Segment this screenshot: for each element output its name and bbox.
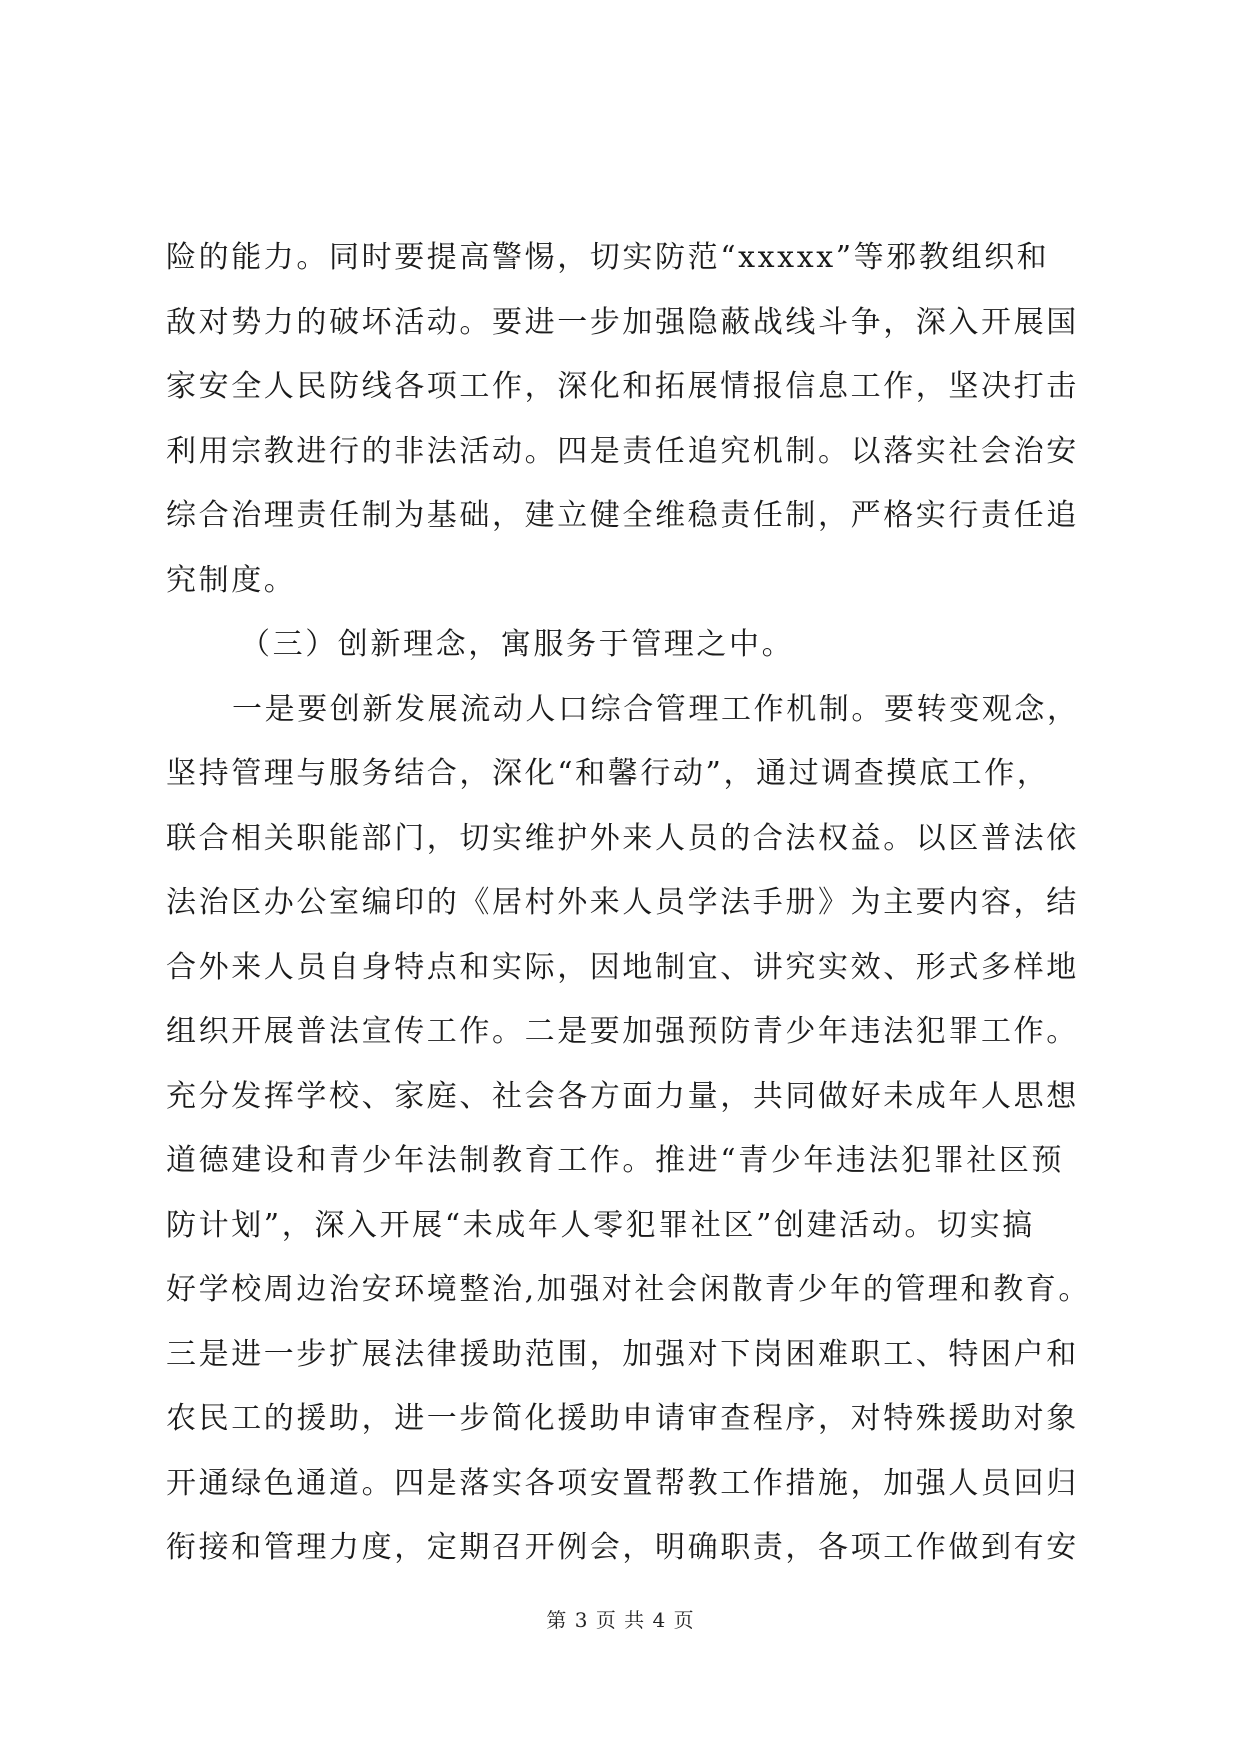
text-line: 开通绿色通道。四是落实各项安置帮教工作措施，加强人员回归: [166, 1465, 1079, 1501]
paragraph-first-line: 一是要创新发展流动人口综合管理工作机制。要转变观念，: [232, 691, 1080, 727]
text-line: 利用宗教进行的非法活动。四是责任追究机制。以落实社会治安: [166, 433, 1079, 469]
text-line: 险的能力。同时要提高警惕，切实防范“xxxxx”等邪教组织和: [166, 240, 1050, 275]
text-line: 三是进一步扩展法律援助范围，加强对下岗困难职工、特困户和: [166, 1336, 1079, 1372]
text-line: 好学校周边治安环境整治,加强对社会闲散青少年的管理和教育。: [166, 1272, 1091, 1307]
text-line: 衔接和管理力度，定期召开例会，明确职责，各项工作做到有安: [166, 1530, 1079, 1565]
text-line: 道德建设和青少年法制教育工作。推进“青少年违法犯罪社区预: [166, 1143, 1065, 1178]
document-body: [166, 226, 1091, 1581]
text-line: 组织开展普法宣传工作。二是要加强预防青少年违法犯罪工作。: [166, 1014, 1079, 1049]
text-line: 充分发挥学校、家庭、社会各方面力量，共同做好未成年人思想: [166, 1078, 1079, 1114]
text-line: 家安全人民防线各项工作，深化和拓展情报信息工作，坚决打击: [166, 369, 1079, 404]
text-line: 联合相关职能部门，切实维护外来人员的合法权益。以区普法依: [166, 820, 1079, 856]
text-line: 防计划”，深入开展“未成年人零犯罪社区”创建活动。切实搞: [166, 1207, 1035, 1243]
text-line: 农民工的援助，进一步简化援助申请审查程序，对特殊援助对象: [166, 1401, 1079, 1436]
text-line: 坚持管理与服务结合，深化“和馨行动”，通过调查摸底工作，: [166, 756, 1050, 791]
text-line: 综合治理责任制为基础，建立健全维稳责任制，严格实行责任追: [166, 498, 1079, 533]
section-heading: （三）创新理念，寓服务于管理之中。: [240, 627, 795, 662]
text-line: 合外来人员自身特点和实际，因地制宜、讲究实效、形式多样地: [166, 949, 1079, 985]
page-number-footer: 第 3 页 共 4 页: [546, 1608, 695, 1632]
text-line: 法治区办公室编印的《居村外来人员学法手册》为主要内容，结: [166, 885, 1079, 920]
text-line: 究制度。: [166, 562, 297, 598]
text-line: 敌对势力的破坏活动。要进一步加强隐蔽战线斗争，深入开展国: [166, 304, 1079, 340]
